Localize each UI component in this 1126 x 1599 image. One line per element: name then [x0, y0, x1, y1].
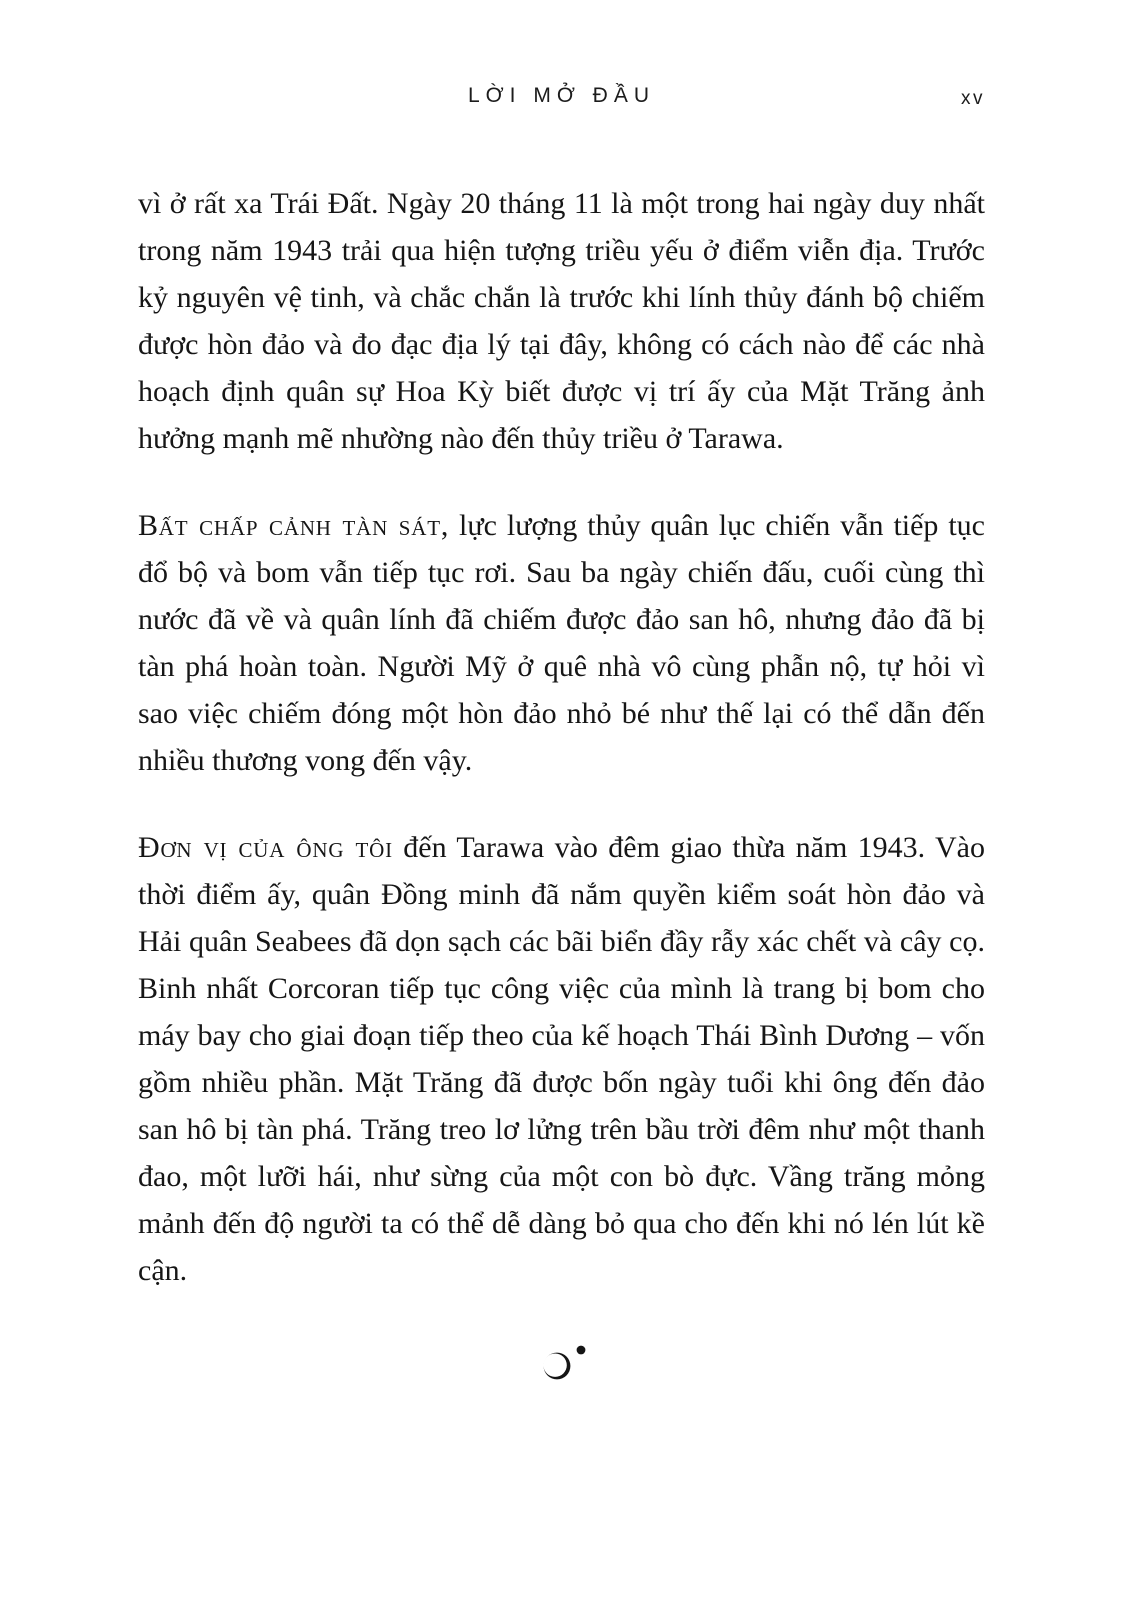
paragraph-text: lực lượng thủy quân lục chiến vẫn tiếp tục đổ bộ và bom vẫn tiếp tục rơi. Sau ba ngày chiến đấu, cuối cùng thì nước đã về và quân lính đã chiếm được đảo san hô, nhưng đảo đã bị tàn phá hoàn toàn. Người Mỹ ở quê nhà vô cùng phẫn nộ, tự hỏi vì sao việc chiếm đóng một hòn đảo nhỏ bé như thế lại có thể dẫn đến nhiều thương vong đến vậy. [138, 509, 985, 777]
running-header [138, 84, 985, 116]
page-number: xv [961, 88, 985, 109]
paragraph [138, 502, 985, 784]
crescent-moon-and-dot-icon [530, 1339, 594, 1385]
paragraph-text: vì ở rất xa Trái Đất. Ngày 20 tháng 11 là một trong hai ngày duy nhất trong năm 1943 trải qua hiện tượng triều yếu ở điểm viễn địa. Trước kỷ nguyên vệ tinh, và chắc chắn là trước khi lính thủy đánh bộ chiếm được hòn đảo và đo đạc địa lý tại đây, không có cách nào để các nhà hoạch định quân sự Hoa Kỳ biết được vị trí ấy của Mặt Trăng ảnh hưởng mạnh mẽ nhường nào đến thủy triều ở Tarawa. [138, 187, 985, 455]
page-title: LỜI MỞ ĐẦU [467, 84, 656, 107]
paragraph-text: đến Tarawa vào đêm giao thừa năm 1943. Vào thời điểm ấy, quân Đồng minh đã nắm quyền kiểm soát hòn đảo và Hải quân Seabees đã dọn sạch các bãi biển đầy rẫy xác chết và cây cọ. Binh nhất Corcoran tiếp tục công việc của mình là trang bị bom cho máy bay cho giai đoạn tiếp theo của kế hoạch Thái Bình Dương – vốn gồm nhiều phần. Mặt Trăng đã được bốn ngày tuổi khi ông đến đảo san hô bị tàn phá. Trăng treo lơ lửng trên bầu trời đêm như một thanh đao, một lưỡi hái, như sừng của một con bò đực. Vầng trăng mỏng mảnh đến độ người ta có thể dễ dàng bỏ qua cho đến khi nó lén lút kề cận. [138, 831, 985, 1287]
paragraph-lead-smallcaps: Đơn vị của ông tôi [138, 831, 393, 864]
paragraph-lead-smallcaps: Bất chấp cảnh tàn sát, [138, 509, 450, 542]
body-text [138, 180, 985, 1385]
paragraph [138, 180, 985, 462]
section-break-ornament [138, 1336, 985, 1385]
paragraph [138, 824, 985, 1294]
